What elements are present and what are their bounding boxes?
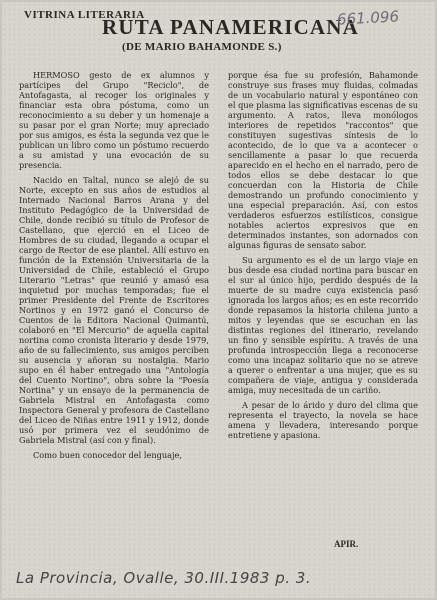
article-author: (DE MARIO BAHAMONDE S.) <box>122 41 282 53</box>
handwritten-catalog-number: 661.096 <box>336 7 400 29</box>
newspaper-clipping <box>2 2 435 598</box>
left-column <box>19 70 209 465</box>
article-signature: APIR. <box>334 539 359 549</box>
paragraph: Su argumento es el de un largo viaje en bus desde esa ciudad nortina para buscar en el sur al único hijo, perdido después de la muerte de su madre cuya existencia pasó ignorada los largos años; es en este recorrido donde repasamos la historia chilena junto a mitos y leyendas que se escuchan en las distintas regiones del itinerario, revelando un fino y sensible espíritu. A través de una profunda introspección llega a reconocerse como una incapaz solitario que no se atreve a querer o enfrentar a una mujer, que es su compañera de viaje, antigua y considerada amiga, muy necesitada de un cariño. <box>228 255 419 395</box>
paragraph: Como buen conocedor del lenguaje, <box>33 450 182 460</box>
handwritten-source-note: La Provincia, Ovalle, 30.III.1983 p. 3. <box>16 569 312 587</box>
paragraph: porque ésa fue su profesión, Bahamonde construye sus frases muy fluidas, colmadas de un vocabulario natural y espontáneo con el que plasma las significativas escenas de su argumento. A ratos, lleva monólogos interiores de repetidos "raccontos" que constituyen sugestivas síntesis de lo acontecido, de lo que va a acontecer o sencillamente a pasar lo que recuerda aparecido en el hecho en el narrado, pero de todos ellos se debe destacar lo que concuerdan con la Historia de Chile demostrando un profundo conocimiento y una especial preparación. Así, con estos verdaderos esfuerzos estilísticos, consigue notables aciertos expresivos que en determinados instantes, son adornados con algunas figuras de sensato sabor. <box>228 70 418 250</box>
paragraph: Nacido en Taltal, nunco se alejó de su Norte, excepto en sus años de estudios al Internado Nacional Barros Arana y del Instituto Pedagógico de la Universidad de Chile, donde recibió su título de Profesor de Castellano, que ejerció en el Liceo de Hombres de su ciudad, llegando a ocupar el cargo de Rector de ese plantel. Allí estuvo en función de la Extensión Universitaria de la Universidad de Chile, estableció el Grupo Literario "Letras" que reunió y amasó esa inquietud por muchas temporadas; fue el primer Presidente del Frente de Escritores Nortinos y en 1972 ganó el Concurso de Cuentos de la Editora Nacional Quimantú, colaboró en "El Mercurio" de aquella capital nortina como cronista literario y desde 1979, año de su fallecimiento, sus amigos perciben su ausencia y añoran su nostalgia. Mario supo en él haber entregado una "Antología del Cuento Nortino", obra sobre la "Poesía Nortina" y un ensayo de la permanencia de Gabriela Mistral en Antofagasta como Inspectora General y profesora de Castellano del Liceo de Niñas entre 1911 y 1912, donde usó por primera vez el seudónimo de Gabriela Mistral (así con y final). <box>19 175 209 445</box>
section-heading: VITRINA LITERARIA <box>24 9 145 21</box>
paragraph: A pesar de lo árido y duro del clima que representa el trayecto, la novela se hace amena y llevadera, interesando porque entretiene y apasiona. <box>228 400 418 440</box>
article-title: RUTA PANAMERICANA <box>102 15 360 39</box>
paragraph: HERMOSO gesto de ex alumnos y partícipes del Grupo "Reciclo", de Antofagasta, al recoger los originales y financiar esta obra póstuma, como un reconocimiento a su deber y un homenaje a su pasar por el gran Norte; muy apreciado por sus amigos, es ésta la segunda vez que le publican un libro como un póstumo recuerdo a su amistad y una evocación de su presencia. <box>19 70 209 170</box>
right-column <box>228 70 418 445</box>
